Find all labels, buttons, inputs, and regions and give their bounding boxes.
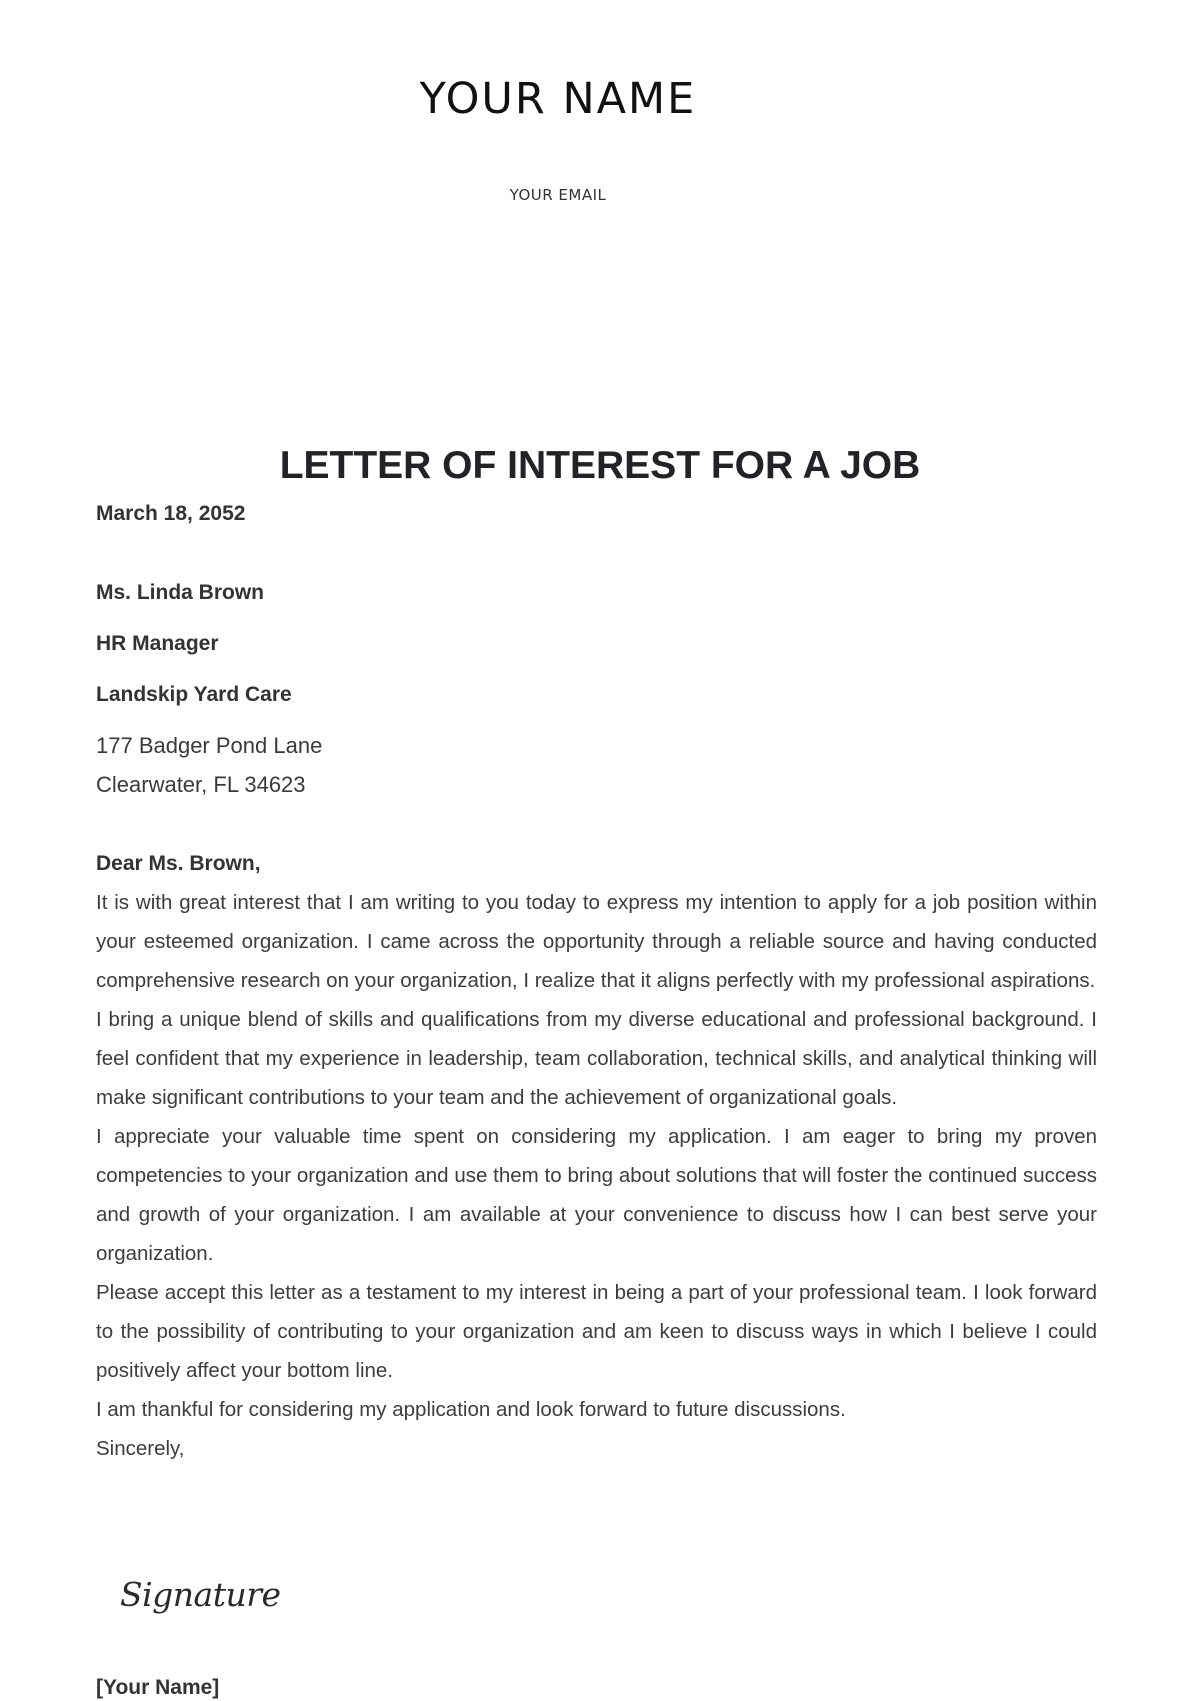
body-paragraph-4: Please accept this letter as a testament to my interest in being a part of your professional team. I look forward to the possibility of contributing to your organization and am keen to discuss ways in which I believe I could positively affect your bottom line. xyxy=(96,1281,1097,1382)
body-paragraph-5: I am thankful for considering my application and look forward to future discussions. xyxy=(96,1398,846,1421)
letter-date: March 18, 2052 xyxy=(96,502,246,525)
sender-name-heading: YOUR NAME xyxy=(419,74,697,124)
sender-email: YOUR EMAIL xyxy=(509,186,607,204)
sender-name-footer: [Your Name] xyxy=(96,1676,220,1699)
signature-image: Signature xyxy=(120,1575,281,1614)
body-paragraph-1: It is with great interest that I am writing to you today to express my intention to apply for a job position within your esteemed organization. I came across the opportunity through a reliable source and having conducted comprehensive research on your organization, I realize that it aligns perfectly with my professional aspirations. xyxy=(96,891,1097,992)
body-paragraph-3: I appreciate your valuable time spent on considering my application. I am eager to bring my proven competencies to your organization and use them to bring about solutions that will foster the continued success and growth of your organization. I am available at your convenience to discuss how I can best serve your organization. xyxy=(96,1125,1097,1265)
recipient-name: Ms. Linda Brown xyxy=(96,581,264,604)
recipient-address-line1: 177 Badger Pond Lane xyxy=(96,733,323,758)
body-paragraph-2: I bring a unique blend of skills and qualifications from my diverse educational and professional background. I feel confident that my experience in leadership, team collaboration, technical skills, and analytical thinking will make significant contributions to your team and the achievement of organizational goals. xyxy=(96,1008,1097,1109)
letter-body xyxy=(96,883,1097,1468)
recipient-company: Landskip Yard Care xyxy=(96,683,292,706)
salutation: Dear Ms. Brown, xyxy=(96,852,261,875)
recipient-position: HR Manager xyxy=(96,632,219,655)
recipient-address-line2: Clearwater, FL 34623 xyxy=(96,772,306,797)
closing: Sincerely, xyxy=(96,1437,185,1460)
letter-title: LETTER OF INTEREST FOR A JOB xyxy=(279,444,921,487)
